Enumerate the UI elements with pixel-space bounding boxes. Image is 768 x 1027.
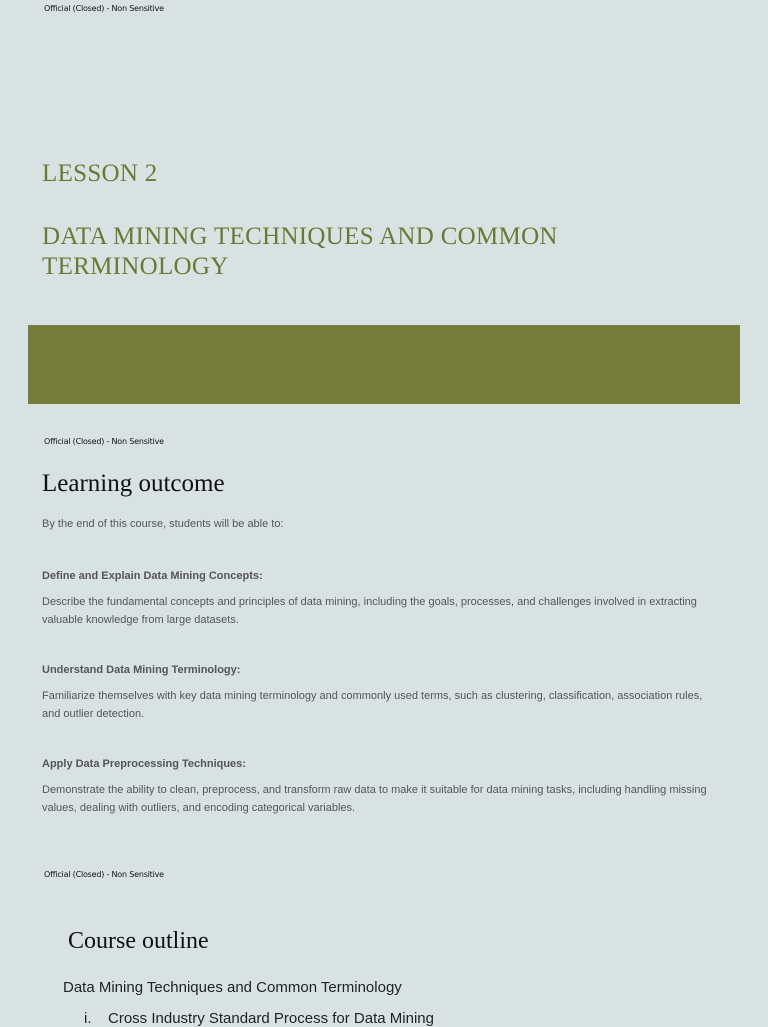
- outcome-item: [42, 570, 722, 629]
- classification-label: Official (Closed) - Non Sensitive: [44, 4, 164, 13]
- outcome-title: Apply Data Preprocessing Techniques:: [42, 758, 246, 770]
- learning-outcome-heading: Learning outcome: [42, 470, 225, 497]
- outcome-description: Familiarize themselves with key data mining terminology and commonly used terms, such as clustering, classification, association rules, and outlier detection.: [42, 690, 703, 720]
- lesson-number: LESSON 2: [42, 160, 158, 187]
- title-color-band: [28, 325, 740, 404]
- classification-label: Official (Closed) - Non Sensitive: [44, 870, 164, 879]
- list-item-label: Cross Industry Standard Process for Data Mining: [108, 1010, 434, 1027]
- outcome-item: [42, 664, 722, 723]
- learning-outcome-intro: By the end of this course, students will be able to:: [42, 518, 284, 530]
- classification-label: Official (Closed) - Non Sensitive: [44, 437, 164, 446]
- outcome-description: Describe the fundamental concepts and principles of data mining, including the goals, processes, and challenges involved in extracting valuable knowledge from large datasets.: [42, 596, 697, 626]
- course-outline-item: [84, 1010, 434, 1027]
- outcome-title: Understand Data Mining Terminology:: [42, 664, 241, 676]
- outcome-item: [42, 758, 722, 817]
- course-outline-heading: Course outline: [68, 928, 209, 954]
- lesson-title: DATA MINING TECHNIQUES AND COMMON TERMINOLOGY: [42, 223, 558, 280]
- outcome-title: Define and Explain Data Mining Concepts:: [42, 570, 263, 582]
- outcome-description: Demonstrate the ability to clean, preprocess, and transform raw data to make it suitable for data mining tasks, including handling missing values, dealing with outliers, and encoding categorical variables.: [42, 784, 707, 814]
- course-outline-subtitle: Data Mining Techniques and Common Terminology: [63, 979, 402, 996]
- list-number: i.: [84, 1010, 92, 1027]
